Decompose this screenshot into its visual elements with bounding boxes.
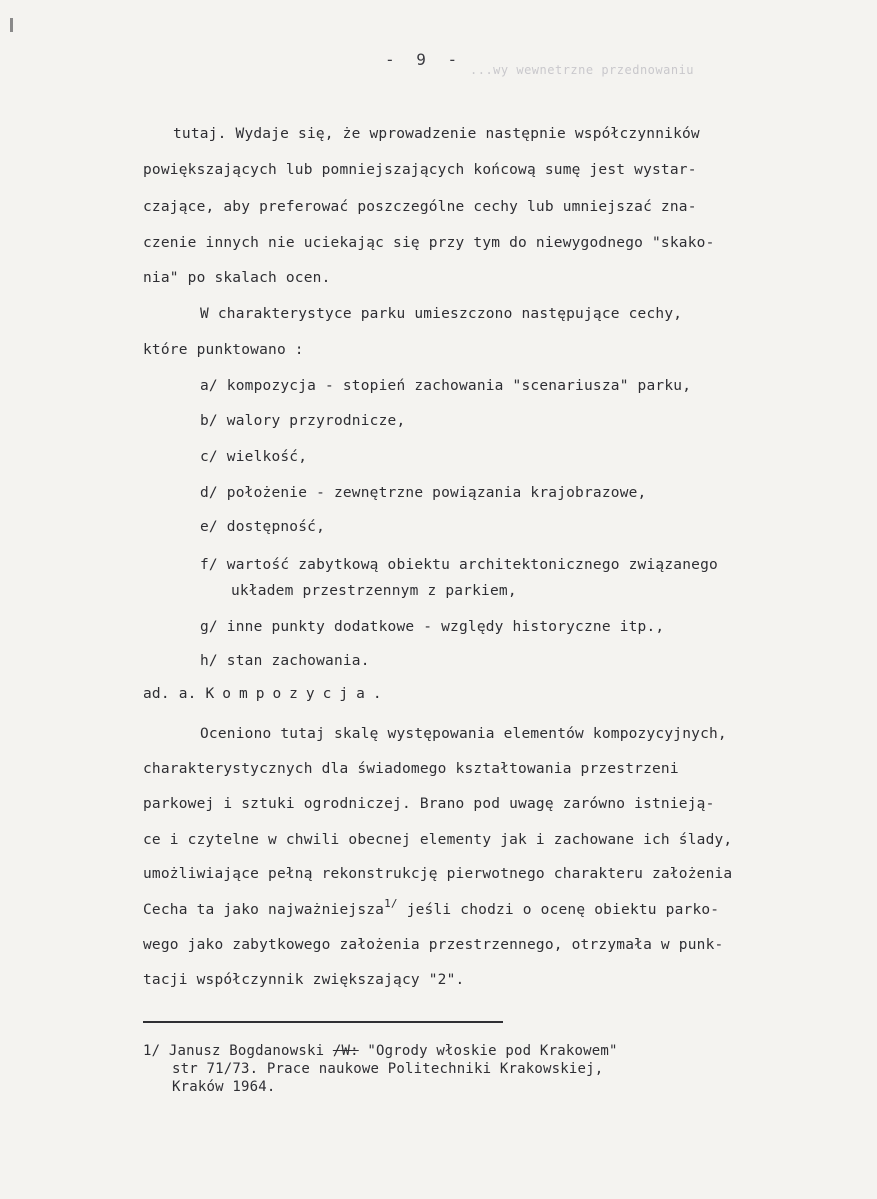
section-prefix: ad. a. [143,686,197,702]
paragraph-line: parkowej i sztuki ogrodniczej. Brano pod uwagę zarówno istnieją- [143,796,715,812]
footnote-line: Kraków 1964. [172,1079,276,1095]
footnote-line [143,1042,618,1060]
list-item-h: h/ stan zachowania. [200,653,370,669]
paragraph-line: Oceniono tutaj skalę występowania elementów kompozycyjnych, [200,726,727,742]
list-item-c: c/ wielkość, [200,449,308,465]
list-item-d: d/ położenie - zewnętrzne powiązania krajobrazowe, [200,485,647,501]
paragraph-line: nia" po skalach ocen. [143,270,331,286]
footnote-reference: 1/ [384,897,398,910]
paragraph-line: tacji współczynnik zwiększający "2". [143,972,465,988]
list-item-b: b/ walory przyrodnicze, [200,413,406,429]
paragraph-line: powiększających lub pomniejszających końcową sumę jest wystar- [143,162,697,178]
section-title: Kompozycja. [205,686,390,702]
scan-mark [10,18,13,32]
paragraph-line: tutaj. Wydaje się, że wprowadzenie następnie współczynników [173,126,700,142]
paragraph-line: umożliwiające pełną rekonstrukcję pierwotnego charakteru założenia [143,866,733,882]
text-run: "Ogrody włoskie pod Krakowem" [358,1043,618,1059]
section-heading [143,684,390,704]
list-item-e: e/ dostępność, [200,519,326,535]
struck-text: /W: [332,1043,359,1059]
bleed-through-text: ...wy wewnetrzne przednowaniu [470,63,695,77]
list-item-f: f/ wartość zabytkową obiektu architektonicznego związanego [200,557,718,573]
text-run: Cecha ta jako najważniejsza [143,902,385,918]
paragraph-line: wego jako zabytkowego założenia przestrzennego, otrzymała w punk- [143,937,724,953]
footnote-separator [143,1021,503,1023]
paragraph-line [143,897,720,921]
paragraph-line: ce i czytelne w chwili obecnej elementy jak i zachowane ich ślady, [143,832,733,848]
paragraph-line: charakterystycznych dla świadomego kształtowania przestrzeni [143,761,679,777]
text-run: jeśli chodzi o ocenę obiektu parko- [397,902,720,918]
list-item-a: a/ kompozycja - stopień zachowania "scenariusza" parku, [200,378,692,394]
list-item-g: g/ inne punkty dodatkowe - względy historyczne itp., [200,619,665,635]
paragraph-line: które punktowano : [143,342,304,358]
footnote-line: str 71/73. Prace naukowe Politechniki Krakowskiej, [172,1061,604,1077]
text-run: 1/ Janusz Bogdanowski [143,1043,333,1059]
paragraph-line: czające, aby preferować poszczególne cechy lub umniejszać zna- [143,199,697,215]
paragraph-line: czenie innych nie uciekając się przy tym do niewygodnego "skako- [143,235,715,251]
list-item-f-continued: układem przestrzennym z parkiem, [231,583,517,599]
paragraph-line: W charakterystyce parku umieszczono następujące cechy, [200,306,683,322]
page-number: - 9 - [385,50,464,69]
